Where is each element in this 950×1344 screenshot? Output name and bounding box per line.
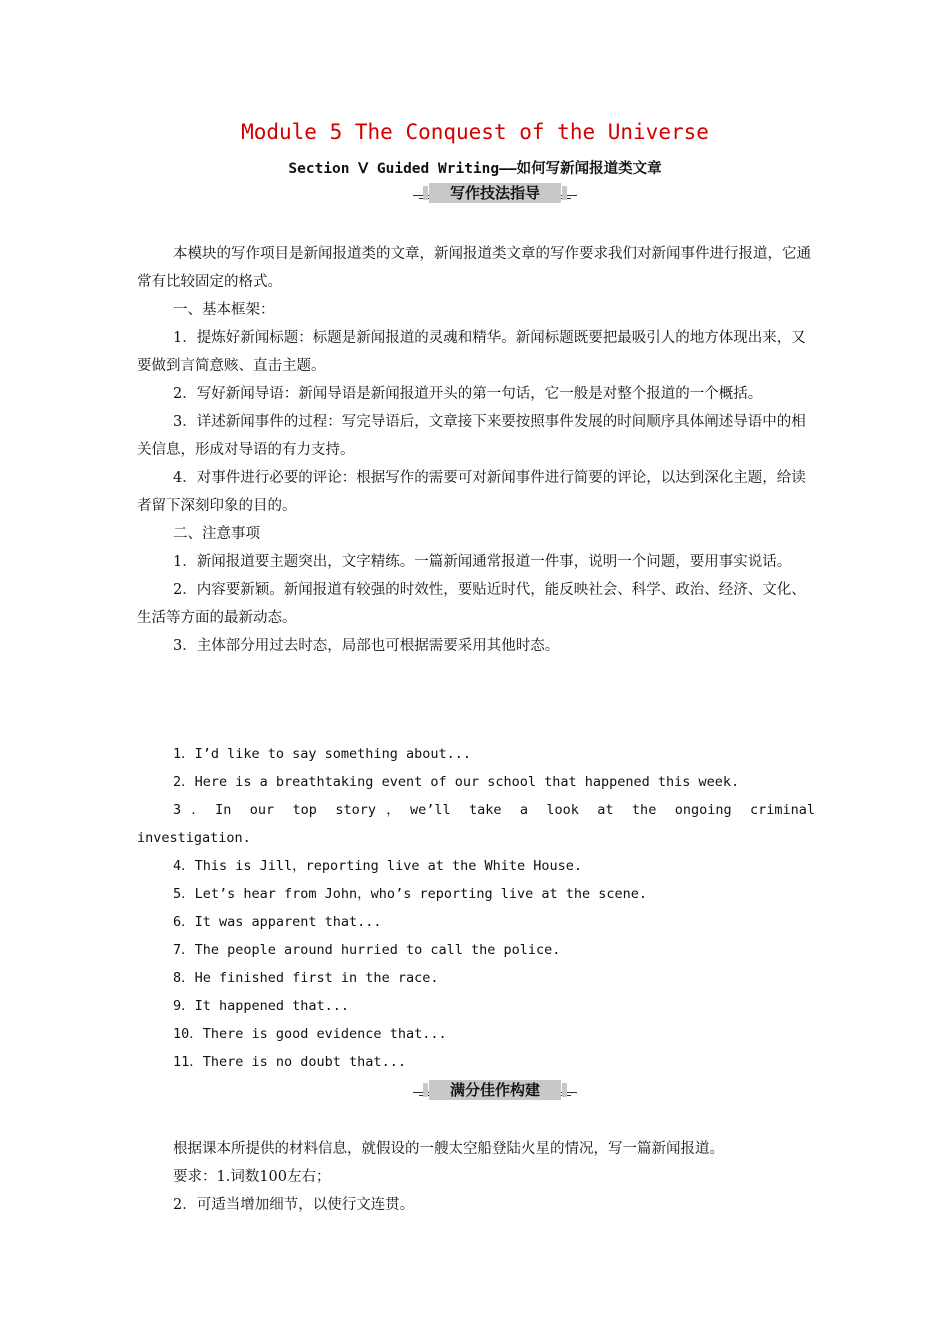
section-subtitle: Section Ⅴ Guided Writing——如何写新闻报道类文章 (288, 161, 662, 177)
banner-tab (562, 1083, 567, 1097)
part2-item: 3．主体部分用过去时态，局部也可根据需要采用其他时态。 (173, 638, 560, 654)
requirement-line: 要求：1.词数100左右； (173, 1169, 331, 1185)
phrase-item: 6．It was apparent that... (173, 914, 382, 930)
phrase-item: 7．The people around hurried to call the police. (173, 942, 561, 958)
part2-item: 1．新闻报道要主题突出，文字精练。一篇新闻通常报道一件事，说明一个问题，要用事实说话。 (173, 554, 792, 570)
task-paragraph: 根据课本所提供的材料信息，就假设的一艘太空船登陆火星的情况，写一篇新闻报道。 (173, 1141, 724, 1157)
phrase-list (137, 740, 815, 1076)
document-title: Module 5 The Conquest of the Universe (241, 120, 709, 144)
phrase-item: 2．Here is a breathtaking event of our school that happened this week. (173, 774, 740, 790)
part2-heading: 二、注意事项 (173, 526, 260, 542)
part1-item: 3．详述新闻事件的过程：写完导语后，文章接下来要按照事件发展的时间顺序具体阐述导语中的相关信息，形成对导语的有力支持。 (137, 414, 806, 458)
banner-label: 写作技法指导 (429, 183, 561, 203)
banner-label: 满分佳作构建 (429, 1080, 561, 1100)
banner-tab (562, 186, 567, 200)
phrase-item: 4．This is Jill，reporting live at the White House. (173, 858, 583, 874)
part1-item: 2．写好新闻导语：新闻导语是新闻报道开头的第一句话，它一般是对整个报道的一个概括。 (173, 386, 763, 402)
body-text-block (137, 240, 815, 660)
phrase-item-continuation: investigation. (137, 830, 251, 846)
part2-item: 2．内容要新颖。新闻报道有较强的时效性，要贴近时代，能反映社会、科学、政治、经济、文化、生活等方面的最新动态。 (137, 582, 806, 626)
section-banner-writing-tips (413, 183, 577, 205)
part1-item: 1．提炼好新闻标题：标题是新闻报道的灵魂和精华。新闻标题既要把最吸引人的地方体现出来，又要做到言简意赅、直击主题。 (137, 330, 806, 374)
phrase-item: 10．There is good evidence that... (173, 1026, 447, 1042)
phrase-item: 8．He finished first in the race. (173, 970, 439, 986)
intro-paragraph: 本模块的写作项目是新闻报道类的文章，新闻报道类文章的写作要求我们对新闻事件进行报道，它通常有比较固定的格式。 (137, 246, 811, 290)
part1-heading: 一、基本框架： (173, 302, 275, 318)
task-block (137, 1135, 815, 1219)
phrase-item: 3．In our top story，we’ll take a look at the ongoing criminal (173, 802, 815, 818)
section-banner-model-essay (413, 1080, 577, 1102)
phrase-item: 5．Let’s hear from John，who’s reporting live at the scene. (173, 886, 648, 902)
phrase-item: 11．There is no doubt that... (173, 1054, 406, 1070)
requirement-line: 2．可适当增加细节，以使行文连贯。 (173, 1197, 415, 1213)
phrase-item: 9．It happened that... (173, 998, 350, 1014)
banner-tab (423, 186, 428, 200)
phrase-item: 1．I’d like to say something about... (173, 746, 471, 762)
part1-item: 4．对事件进行必要的评论：根据写作的需要可对新闻事件进行简要的评论，以达到深化主题，给读者留下深刻印象的目的。 (137, 470, 806, 514)
banner-tab (423, 1083, 428, 1097)
